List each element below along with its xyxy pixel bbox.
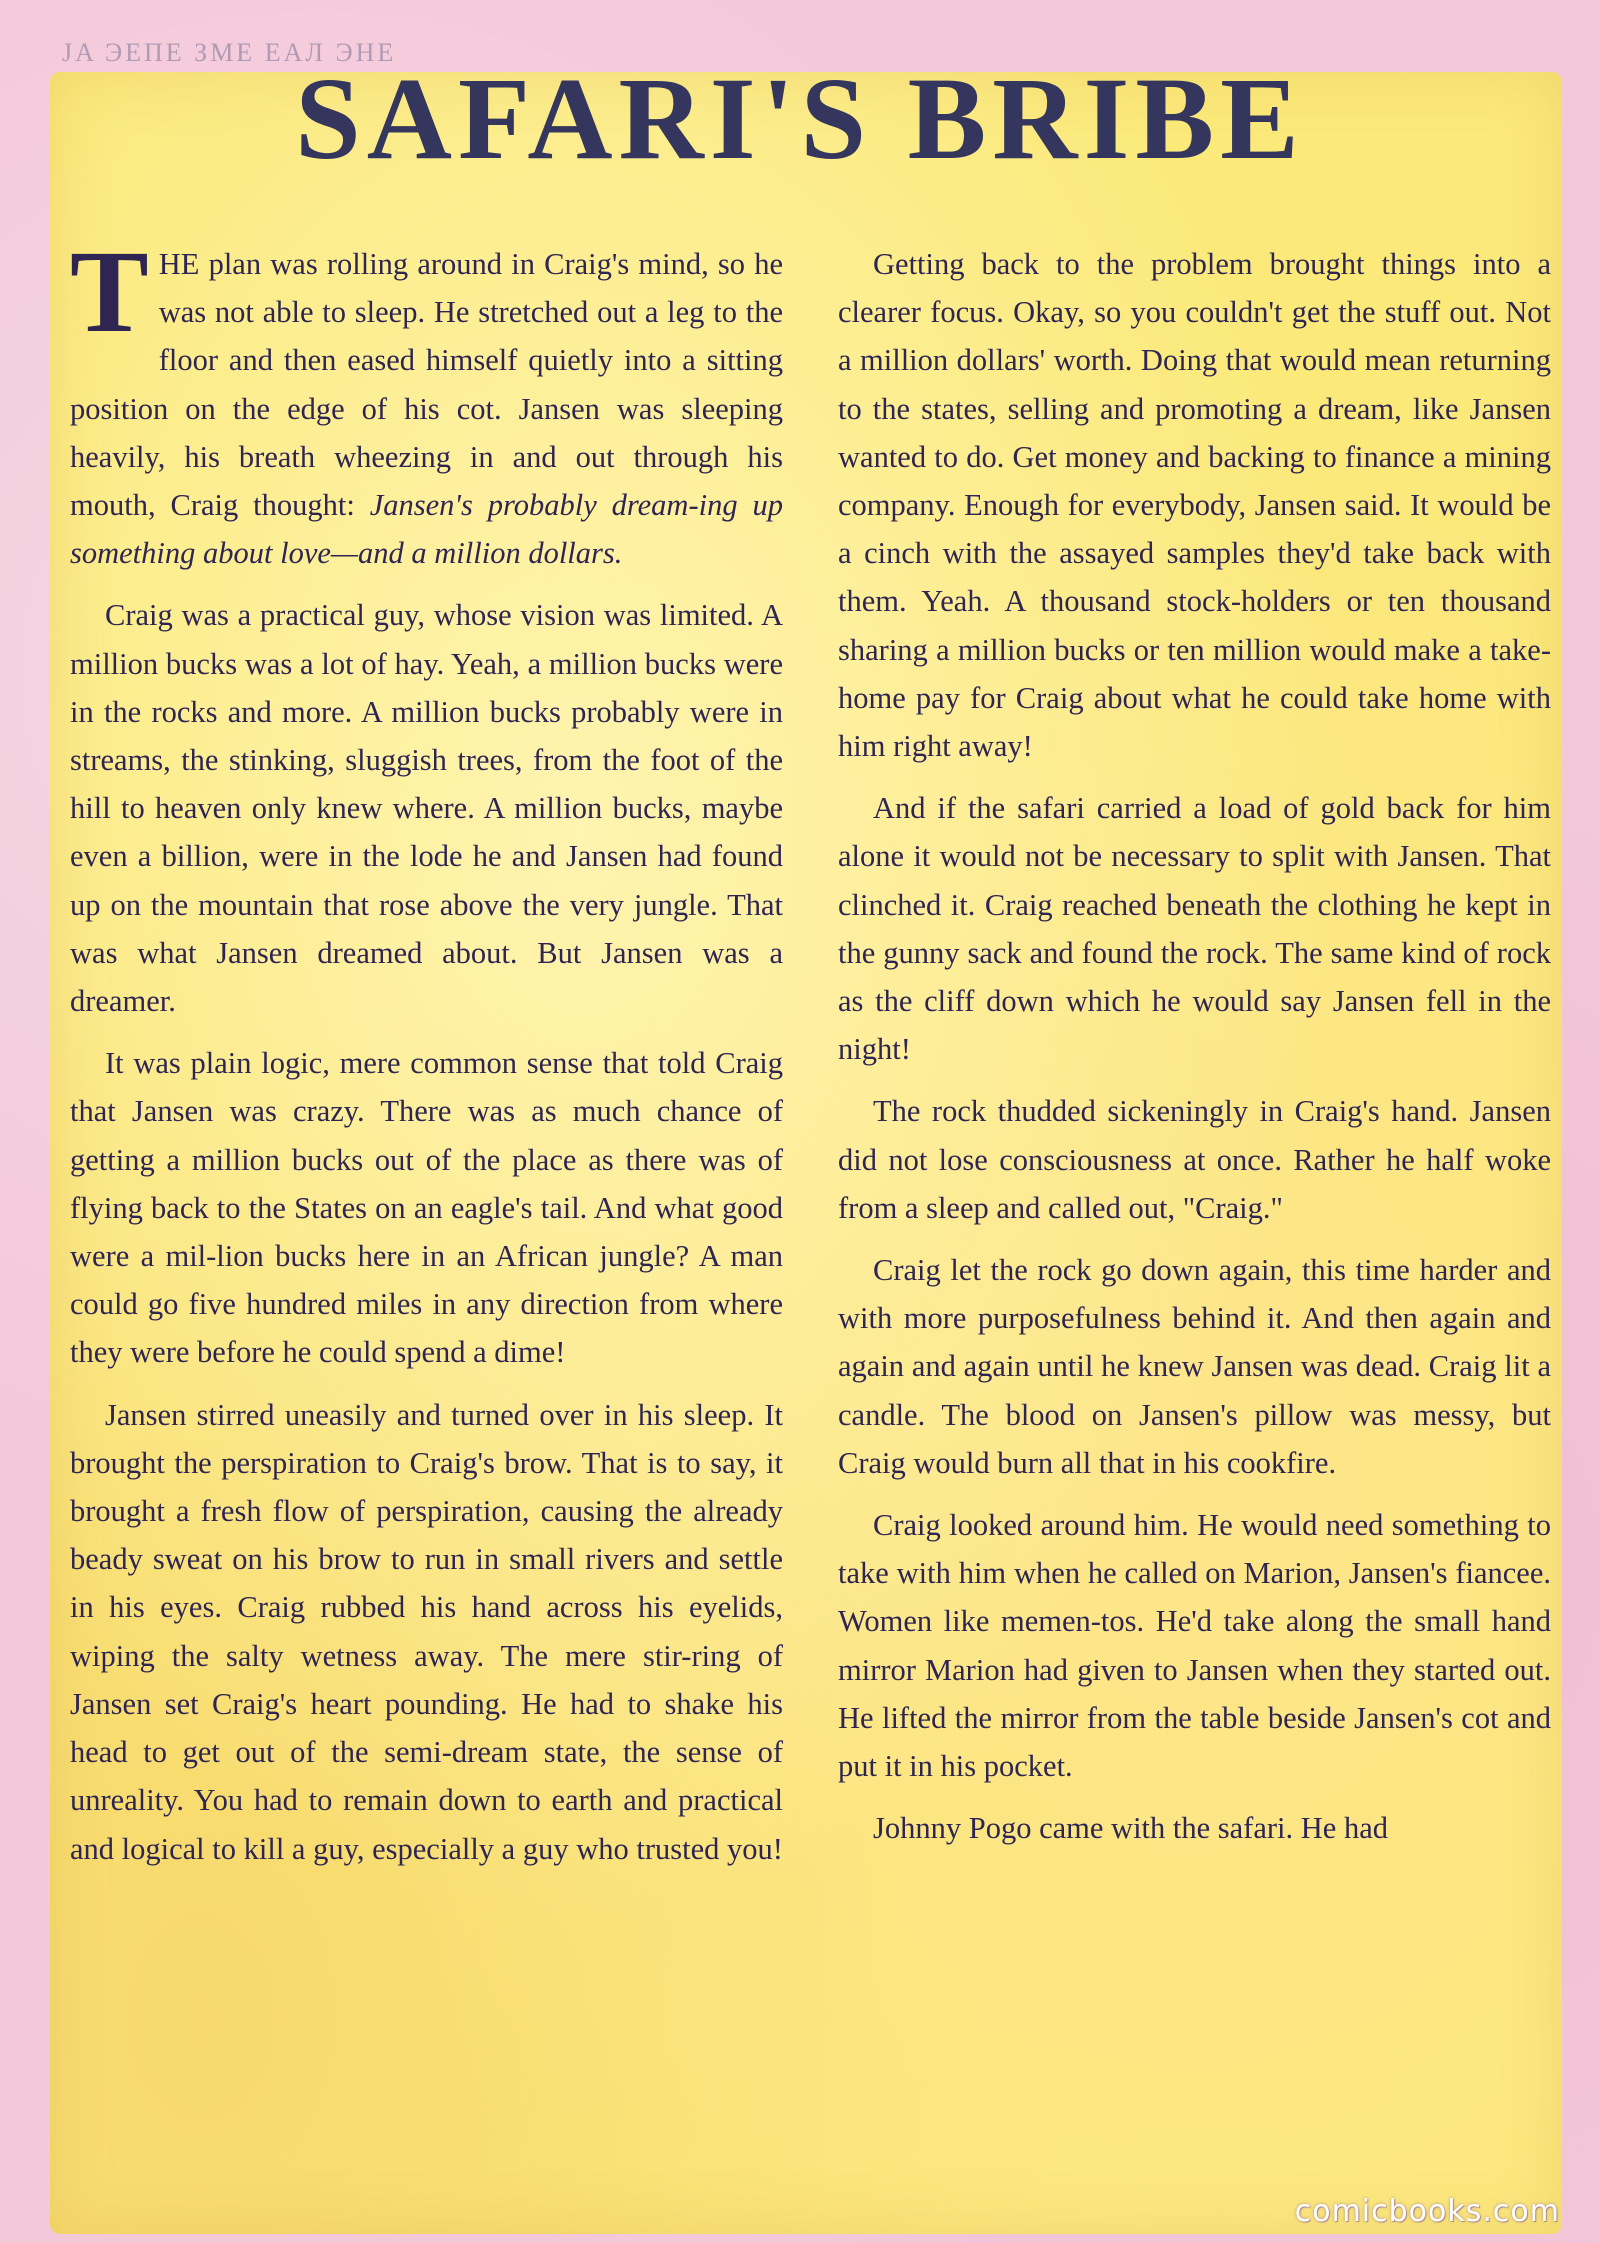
header-noise: JA ЭЕПЕ ЗМЕ ЕАЛ ЭНЕ [62,38,397,67]
story-paragraph-3: It was plain logic, mere common sense that told Craig that Jansen was crazy. There was as much chance of getting a million bucks out of the place as there was of flying back to the States on an eagle's tail. And what good were a mil-lion bucks here in an African jungle? A man could go five hundred miles in any direction from where they were before he could spend a dime! [70,1046,783,1370]
story-paragraph-2: Craig was a practical guy, whose vision was limited. A million bucks was a lot of hay. Yeah, a million bucks were in the rocks and more. A million bucks probably were in streams, the stinking, sluggish trees, from the foot of the hill to heaven only knew where. A million bucks, maybe even a billion, were in the lode he and Jansen had found up on the mountain that rose above the very jungle. That was what Jansen dreamed about. But Jansen was a dreamer. [70,598,783,1019]
paragraph-text: plan was rolling around in Craig's mind, so he was not able to sleep. He stretched out a leg to the floor and then eased himself quietly into a sitting position on the edge of his cot. Jansen was sleeping heavily, his breath wheezing in and out through his mouth, Craig thought: [70,247,783,523]
story-paragraph-8: Craig let the rock go down again, this time harder and with more purposefulness behind it. And then again and again and again until he knew Jansen was dead. Craig lit a candle. The blood on Jansen's pillow was messy, but Craig would burn all that in his cookfire. [838,1253,1551,1480]
story-paragraph-9: Craig looked around him. He would need something to take with him when he called on Marion, Jansen's fiancee. Women like memen-tos. He'd take along the small hand mirror Marion had given to Jansen when they started out. He lifted the mirror from the table beside Jansen's cot and put it in his pocket. [838,1508,1551,1784]
story-paragraph-6: And if the safari carried a load of gold back for him alone it would not be necessary to split with Jansen. That clinched it. Craig reached beneath the clothing he kept in the gunny sack and found the rock. The same kind of rock as the cliff down which he would say Jansen fell in the night! [838,791,1551,1067]
page-title: SAFARI'S BRIBE [295,53,1305,184]
story-paragraph-1 [70,226,783,577]
drop-cap: T [70,226,149,357]
story-column-right [838,240,1551,1867]
watermark-logo: comicbooks.com [1294,2194,1560,2229]
story-paragraph-7: The rock thudded sickeningly in Craig's hand. Jansen did not lose consciousness at once. Rather he half woke from a sleep and called out, "Craig." [838,1094,1551,1225]
italic-thought: Jansen's probably dream-ing up something about love—and a million dollars. [70,488,783,571]
opening-caps: HE [158,247,200,281]
story-column-left [70,226,783,1887]
story-paragraph-4: Jansen stirred uneasily and turned over in his sleep. It brought the perspiration to Craig's brow. That is to say, it brought a fresh flow of perspiration, causing the already beady sweat on his brow to run in small rivers and settle in his eyes. Craig rubbed his hand across his eyelids, wiping the salty wetness away. The mere stir-ring of Jansen set Craig's heart pounding. He had to shake his head to get out of the semi-dream state, the sense of unreality. You had to remain down to earth and practical and logical to kill a guy, especially a guy who trusted you! [70,1397,783,1866]
story-paragraph-10: Johnny Pogo came with the safari. He had [873,1811,1388,1846]
story-paragraph-5: Getting back to the problem brought things into a clearer focus. Okay, so you couldn't get the stuff out. Not a million dollars' worth. Doing that would mean returning to the states, selling and promoting a dream, like Jansen wanted to do. Get money and backing to finance a mining company. Enough for everybody, Jansen said. It would be a cinch with the assayed samples they'd take back with them. Yeah. A thousand stock-holders or ten thousand sharing a million bucks or ten million would make a take-home pay for Craig about what he could take home with him right away! [838,247,1551,764]
